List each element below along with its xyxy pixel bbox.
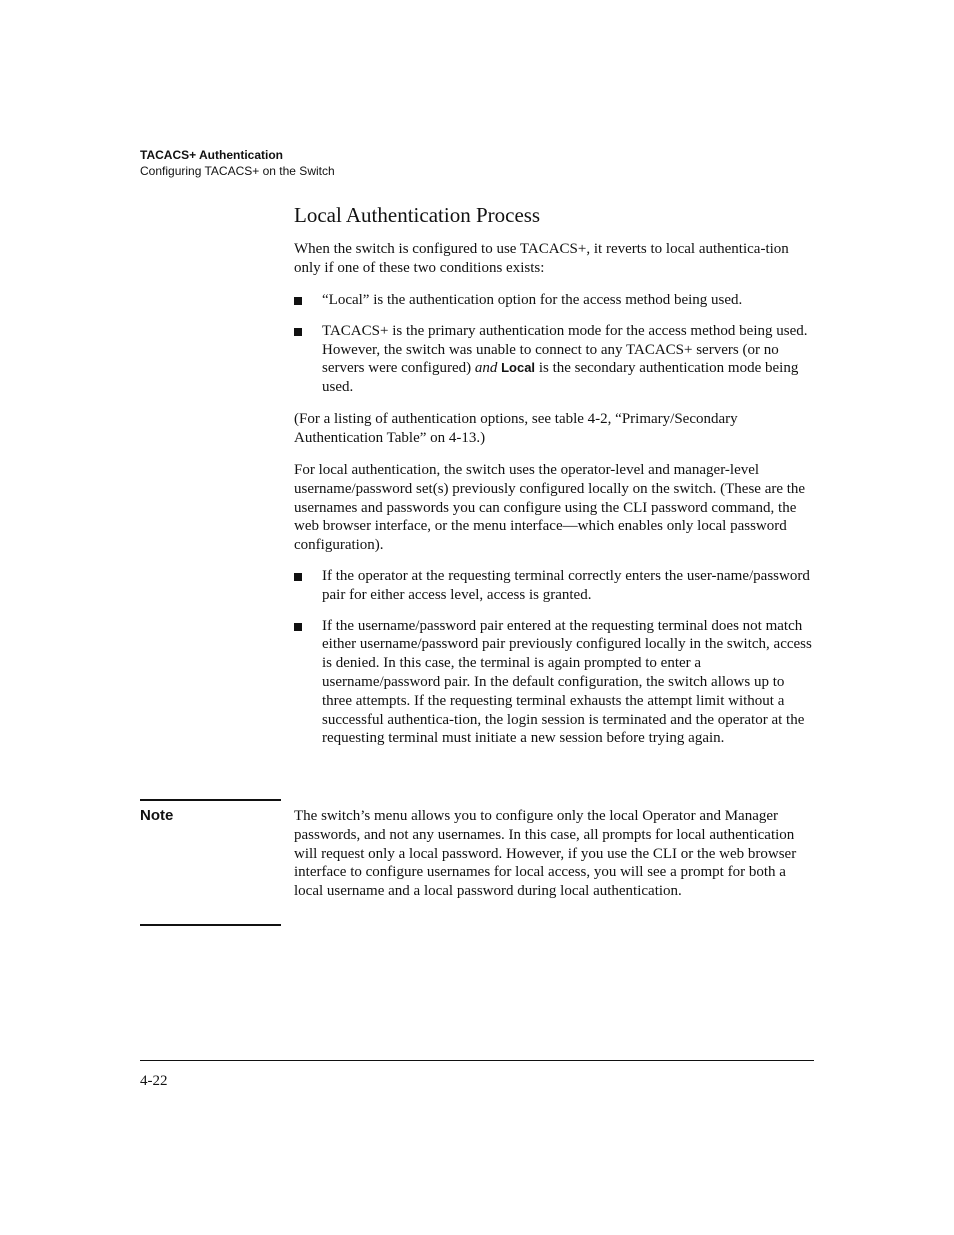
note-top-rule	[140, 799, 281, 801]
square-bullet-icon	[294, 328, 302, 336]
condition-item	[294, 322, 816, 397]
outcome-text: If the username/password pair entered at the requesting terminal does not match either username/password pair previously configured locally in the switch, access is denied. In this case, the terminal is again prompted to enter a username/password pair. In the default configuration, the switch allows up to three attempts. If the requesting terminal exhausts the attempt limit without a successful authentica-tion, the login session is terminated and the operator at the requesting terminal must initiate a new session before trying again.	[322, 617, 812, 747]
square-bullet-icon	[294, 297, 302, 305]
outcome-item	[294, 567, 816, 605]
square-bullet-icon	[294, 623, 302, 631]
page-number: 4-22	[140, 1073, 168, 1089]
local-auth-text: For local authentication, the switch uses the operator-level and manager-level username/password set(s) previously configured locally on the switch. (These are the usernames and passwords you can configure using the CLI password command, the web browser interface, or the menu interface—which enables only local password configuration).	[294, 462, 806, 554]
note-body	[294, 807, 816, 901]
running-header	[140, 147, 335, 179]
local-auth-paragraph	[294, 461, 816, 555]
outcome-item	[294, 617, 816, 749]
condition-item	[294, 291, 816, 310]
section-subtitle: Configuring TACACS+ on the Switch	[140, 164, 335, 178]
note-label: Note	[140, 807, 174, 824]
square-bullet-icon	[294, 573, 302, 581]
listing-reference: (For a listing of authentication options, see table 4-2, “Primary/Secondary Authentication Table” on 4-13.)	[294, 411, 738, 446]
intro-paragraph	[294, 240, 816, 278]
note-bottom-rule	[140, 924, 281, 926]
and-emphasis: and	[474, 360, 498, 377]
outcome-text: If the operator at the requesting terminal correctly enters the user-name/password pair for either access level, access is granted.	[322, 568, 810, 603]
outcomes-list	[294, 567, 816, 748]
condition-text: TACACS+ is the primary authentication mode for the access method being used. However, the switch was unable to connect to any TACACS+ servers (or no servers were configured)	[322, 322, 808, 377]
intro-text: When the switch is configured to use TACACS+, it reverts to local authentica-tion only if one of these two conditions exists:	[294, 241, 789, 276]
conditions-list	[294, 291, 816, 397]
note-text: The switch’s menu allows you to configure only the local Operator and Manager passwords, and not any usernames. In this case, all prompts for local authentication will request only a local password. However, if you use the CLI or the web browser interface to configure usernames for local access, you will see a prompt for both a local username and a local password during local authentication.	[294, 808, 797, 900]
condition-text-end: is the secondary authentication mode being used.	[322, 360, 799, 396]
condition-text: “Local” is the authentication option for the access method being used.	[322, 292, 743, 308]
footer-rule	[140, 1060, 814, 1061]
chapter-title: TACACS+ Authentication	[140, 148, 283, 162]
page-title: Local Authentication Process	[294, 203, 541, 227]
local-keyword: Local	[501, 360, 536, 376]
listing-paragraph	[294, 410, 816, 448]
